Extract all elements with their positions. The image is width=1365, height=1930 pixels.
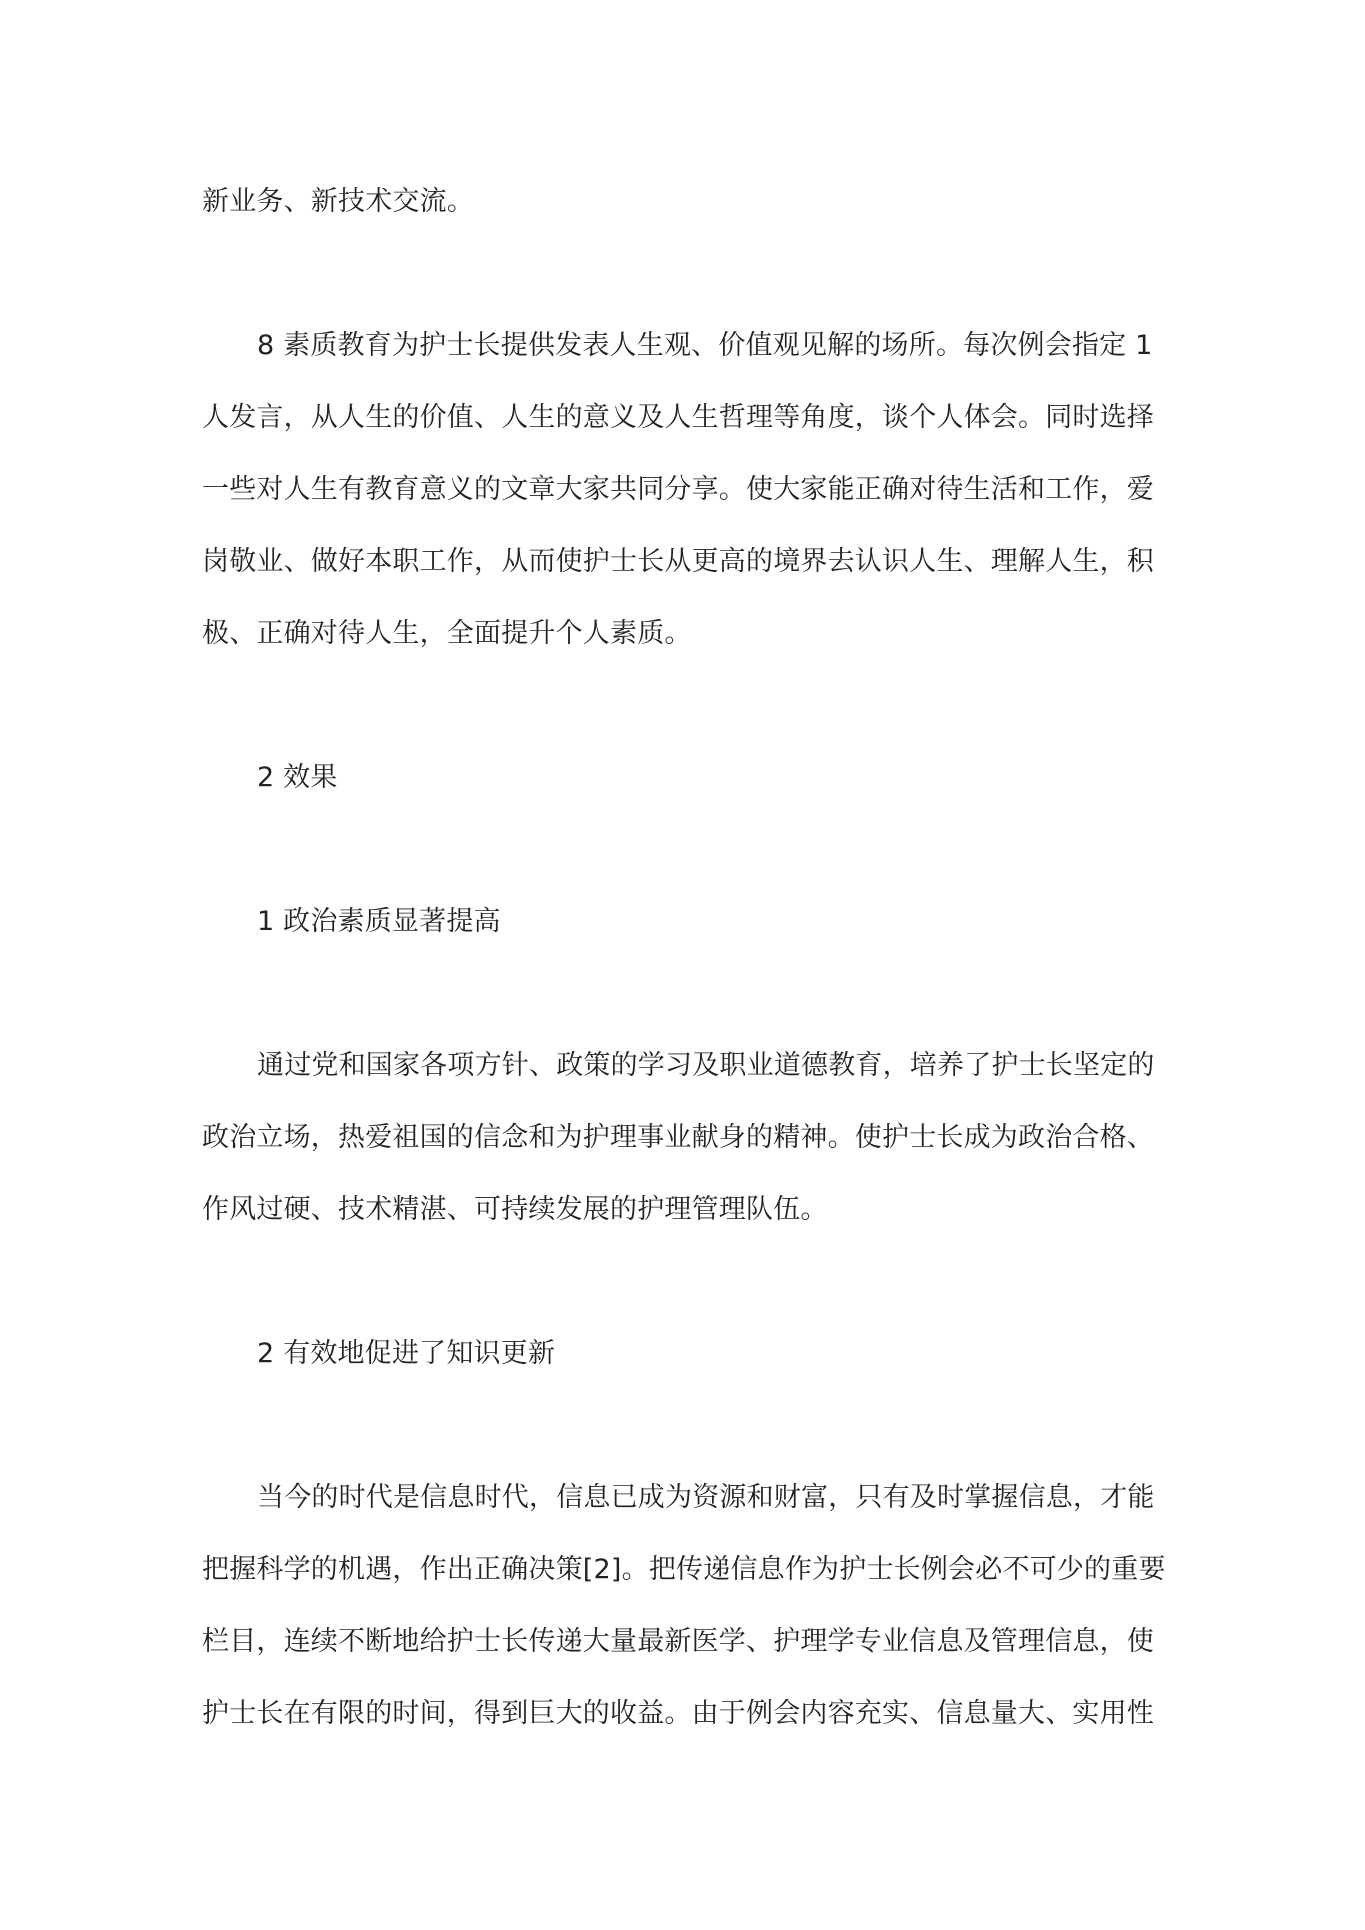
heading-knowledge-update bbox=[202, 1318, 1177, 1390]
text-line: 护士长在有限的时间，得到巨大的收益。由于例会内容充实、信息量大、实用性 bbox=[202, 1698, 1154, 1729]
text-line: 一些对人生有教育意义的文章大家共同分享。使大家能正确对待生活和工作，爱 bbox=[202, 474, 1154, 505]
text-line: 作风过硬、技术精湛、可持续发展的护理管理队伍。 bbox=[202, 1194, 828, 1225]
paragraph-continuation bbox=[202, 166, 1177, 238]
heading-text: 2 有效地促进了知识更新 bbox=[257, 1338, 556, 1369]
heading-political-quality bbox=[202, 886, 1177, 958]
text-line: 政治立场，热爱祖国的信念和为护理事业献身的精神。使护士长成为政治合格、 bbox=[202, 1122, 1154, 1153]
heading-text: 2 效果 bbox=[257, 762, 338, 793]
text-line: 岗敬业、做好本职工作，从而使护士长从更高的境界去认识人生、理解人生，积 bbox=[202, 546, 1154, 577]
text-line: 通过党和国家各项方针、政策的学习及职业道德教育，培养了护士长坚定的 bbox=[257, 1050, 1155, 1081]
text-line: 人发言，从人生的价值、人生的意义及人生哲理等角度，谈个人体会。同时选择 bbox=[202, 402, 1154, 433]
paragraph-quality-education bbox=[202, 310, 1177, 670]
paragraph-knowledge-update bbox=[202, 1462, 1177, 1750]
text-line: 极、正确对待人生，全面提升个人素质。 bbox=[202, 618, 692, 649]
text-line: 新业务、新技术交流。 bbox=[202, 186, 474, 217]
heading-effect bbox=[202, 742, 1177, 814]
paragraph-political-quality bbox=[202, 1030, 1177, 1246]
heading-text: 1 政治素质显著提高 bbox=[257, 906, 501, 937]
text-line: 把握科学的机遇，作出正确决策[2]。把传递信息作为护士长例会必不可少的重要 bbox=[202, 1554, 1166, 1585]
text-line: 8 素质教育为护士长提供发表人生观、价值观见解的场所。每次例会指定 1 bbox=[257, 330, 1153, 361]
text-line: 栏目，连续不断地给护士长传递大量最新医学、护理学专业信息及管理信息，使 bbox=[202, 1626, 1154, 1657]
text-line: 当今的时代是信息时代，信息已成为资源和财富，只有及时掌握信息，才能 bbox=[257, 1482, 1155, 1513]
